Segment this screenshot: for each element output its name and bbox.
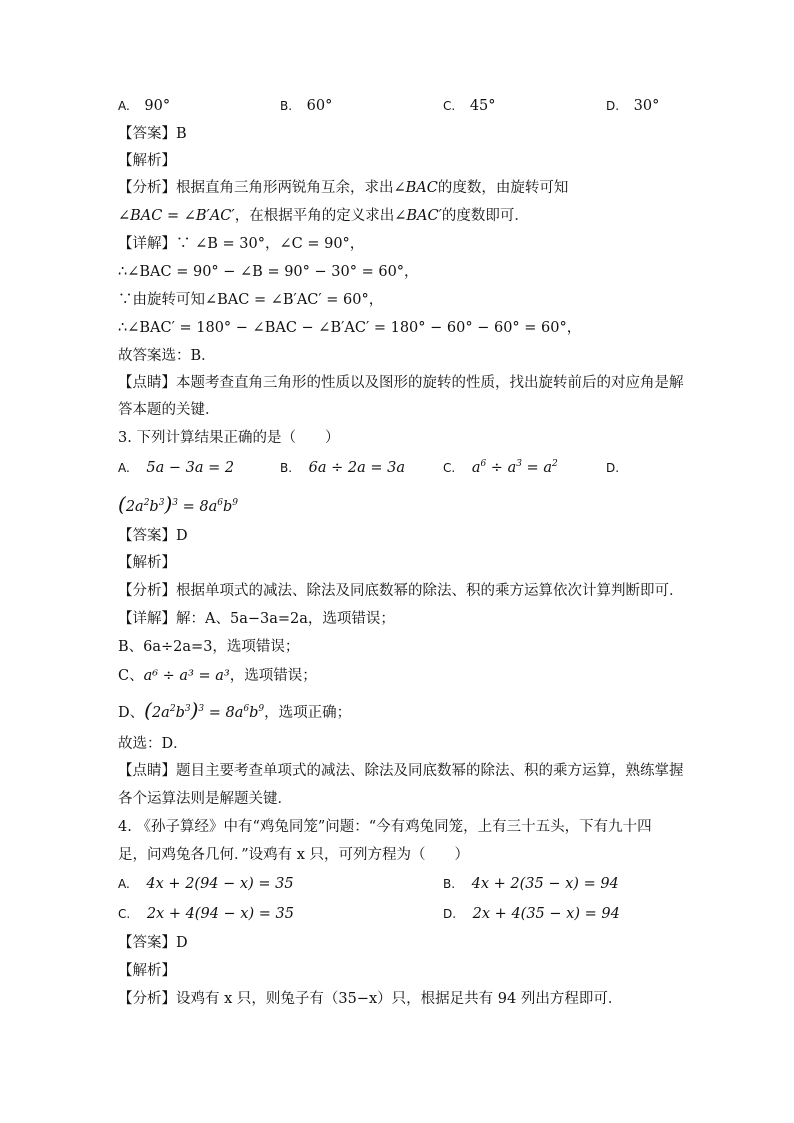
option-value: 90° (144, 98, 171, 114)
q4-option-b (443, 874, 619, 894)
text: D、 (118, 705, 145, 721)
q2-analysis-heading: 【解析】 (118, 153, 176, 169)
q3-detail-c (118, 666, 317, 686)
q4-option-a (118, 874, 294, 894)
q4-option-c (118, 904, 294, 924)
math: a (471, 460, 481, 476)
q2-detail-line-2: ∴∠BAC = 90° − ∠B = 90° − 30° = 60°， (118, 264, 419, 280)
option-letter: B. (280, 461, 293, 475)
text: 的度数，由旋转可知 (437, 180, 569, 196)
text: 【分析】根据直角三角形两锐角互余，求出∠ (118, 180, 406, 196)
q2-detail-line-1: 【详解】∵ ∠B = 30°，∠C = 90°， (118, 236, 365, 252)
option-letter: D. (606, 99, 620, 113)
math: BAC (405, 180, 438, 196)
math: b (222, 499, 233, 515)
q4-stem-line-1: 4. 《孙子算经》中有“鸡兔同笼”问题：“今有鸡兔同笼，上有三十五头，下有九十四 (118, 819, 652, 835)
q4-stem-line-2: 足，问鸡兔各几何．”设鸡有 x 只，可列方程为（ ） (118, 847, 470, 863)
exponent: 2 (143, 498, 150, 508)
q3-comment-line-2: 各个运算法则是解题关键． (118, 791, 292, 807)
q2-detail-line-3: ∵由旋转可知∠BAC = ∠B′AC′ = 60°， (118, 292, 384, 308)
option-value (472, 460, 558, 476)
math: b (249, 705, 259, 721)
exponent: 6 (217, 498, 223, 508)
q3-comment-line-1: 【点睛】题目主要考查单项式的减法、除法及同底数幂的除法、积的乘方运算，熟练掌握 (118, 763, 684, 779)
exponent: 9 (232, 498, 239, 508)
q3-conclusion: 故选：D． (118, 736, 188, 752)
option-value: 5a − 3a = 2 (146, 460, 235, 476)
option-letter: C. (443, 99, 456, 113)
option-letter: D. (606, 461, 620, 475)
option-letter: C. (118, 907, 131, 921)
close-paren: ) (164, 492, 173, 516)
q3-option-d-letter (606, 458, 619, 478)
option-letter: A. (118, 877, 130, 891)
q2-option-b (280, 96, 332, 116)
q3-stem: 3. 下列计算结果正确的是（ ） (118, 430, 340, 446)
option-value: 2x + 4(94 − x) = 35 (146, 906, 294, 922)
option-value: 30° (633, 98, 660, 114)
close-paren: ) (190, 698, 199, 722)
math: ∠BAC = ∠B′AC′ (118, 208, 235, 224)
text: ，选项正确； (264, 705, 352, 721)
q4-option-d (443, 904, 620, 924)
q3-option-b (280, 458, 405, 478)
option-value: 4x + 2(94 − x) = 35 (146, 876, 294, 892)
q2-comment-line-1: 【点睛】本题考查直角三角形的性质以及图形的旋转的性质，找出旋转前后的对应角是解 (118, 375, 684, 391)
math: BAC′ (406, 208, 442, 224)
exponent: 3 (516, 459, 522, 469)
exponent: 9 (258, 704, 265, 714)
q3-fenxi: 【分析】根据单项式的减法、除法及同底数幂的除法、积的乘方运算依次计算判断即可． (118, 583, 684, 599)
q2-comment-line-2: 答本题的关键． (118, 402, 220, 418)
math: = 8a (204, 705, 244, 721)
math: b (149, 499, 159, 515)
math: = 8a (178, 499, 218, 515)
q2-fenxi-line-2 (118, 206, 529, 226)
option-value: 4x + 2(35 − x) = 94 (471, 876, 619, 892)
option-letter: B. (443, 877, 456, 891)
open-paren: ( (118, 492, 126, 516)
option-letter: A. (118, 461, 130, 475)
exponent: 2 (169, 704, 176, 714)
math: 2a (151, 705, 170, 721)
q2-option-c (443, 96, 496, 116)
math: b (175, 705, 185, 721)
q3-answer: 【答案】D (118, 528, 188, 544)
exponent: 3 (158, 498, 165, 508)
q2-option-d (606, 96, 659, 116)
math: ÷ a (486, 460, 517, 476)
q3-analysis-heading: 【解析】 (118, 555, 176, 571)
q2-answer: 【答案】B (118, 126, 187, 142)
math-expression (144, 698, 265, 722)
q4-fenxi: 【分析】设鸡有 x 只，则兔子有（35−x）只，根据足共有 94 列出方程即可． (118, 991, 623, 1007)
q2-option-a (118, 96, 170, 116)
option-letter: A. (118, 99, 130, 113)
option-letter: D. (443, 907, 457, 921)
option-value: 6a ÷ 2a = 3a (308, 460, 406, 476)
q3-detail-a: 【详解】解：A、5a−3a=2a，选项错误； (118, 611, 395, 627)
q3-option-c (443, 458, 558, 478)
exponent: 6 (243, 704, 250, 714)
math: 2a (125, 499, 144, 515)
exponent: 6 (480, 459, 487, 469)
option-value: 2x + 4(35 − x) = 94 (472, 906, 620, 922)
option-value: 60° (306, 98, 333, 114)
q3-option-d-expression (118, 494, 238, 517)
text: ，在根据平角的定义求出∠ (234, 208, 407, 224)
q4-analysis-heading: 【解析】 (118, 963, 176, 979)
text: C、 (118, 668, 144, 684)
text: ，选项错误； (229, 668, 317, 684)
text: 的度数即可． (441, 208, 529, 224)
q3-detail-b: B、6a÷2a=3，选项错误； (118, 639, 300, 655)
open-paren: ( (144, 698, 152, 722)
q2-detail-line-4: ∴∠BAC′ = 180° − ∠BAC − ∠B′AC′ = 180° − 60° − 60° = 60°， (118, 320, 582, 336)
option-value: 45° (469, 98, 496, 114)
q4-answer: 【答案】D (118, 935, 188, 951)
math: a⁶ ÷ a³ = a³ (143, 668, 230, 684)
option-letter: C. (443, 461, 456, 475)
q3-option-a (118, 458, 234, 478)
exponent: 3 (184, 704, 191, 714)
math: = a (521, 460, 552, 476)
exponent: 3 (172, 498, 178, 508)
exponent: 3 (198, 704, 205, 714)
q2-fenxi-line-1 (118, 178, 568, 198)
q3-detail-d (118, 700, 351, 723)
exponent: 2 (551, 459, 558, 469)
option-letter: B. (280, 99, 293, 113)
q2-conclusion: 故答案选：B． (118, 348, 216, 364)
